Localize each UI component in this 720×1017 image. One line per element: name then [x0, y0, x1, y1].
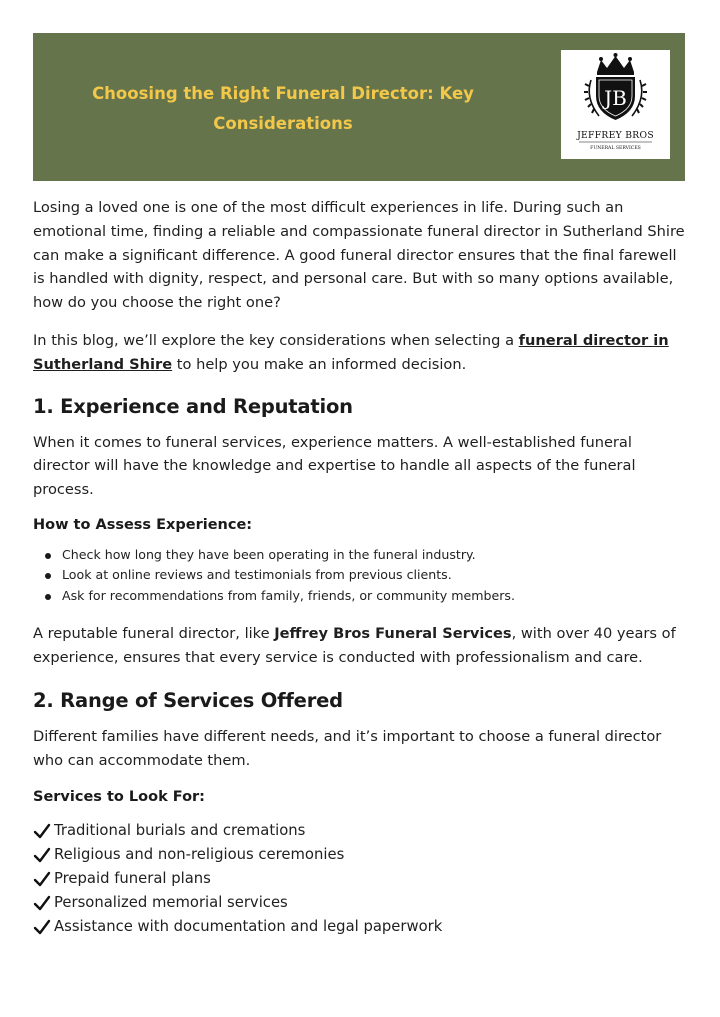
list-item	[33, 586, 688, 607]
page-title-line-1: Choosing the Right Funeral Director: Key	[92, 84, 474, 103]
checkmark-icon	[33, 870, 51, 888]
svg-text:JEFFREY BROS: JEFFREY BROS	[577, 130, 654, 141]
list-item	[33, 867, 688, 891]
intro-text-after: to help you make an informed decision.	[172, 355, 467, 373]
company-logo	[561, 50, 670, 159]
intro-paragraph-link	[33, 329, 688, 377]
page-title-line-2: Considerations	[213, 114, 353, 133]
intro-text-before: In this blog, we’ll explore the key considerations when selecting a	[33, 331, 519, 349]
list-item-text: Personalized memorial services	[54, 893, 288, 911]
crown-shield-logo-icon	[561, 50, 670, 159]
checkmark-icon	[33, 918, 51, 936]
list-item-text: Check how long they have been operating in the funeral industry.	[62, 546, 476, 562]
funeral-director-link[interactable]: funeral director in Sutherland Shire	[33, 331, 669, 373]
checkmark-icon	[33, 894, 51, 912]
company-name-bold: Jeffrey Bros Funeral Services	[274, 625, 512, 643]
section-heading-experience: 1. Experience and Reputation	[33, 394, 353, 418]
list-item	[33, 843, 688, 867]
list-item	[33, 819, 688, 843]
section-heading-services: 2. Range of Services Offered	[33, 689, 343, 713]
reputation-text-after: , with over 40 years of experience, ensures that every service is conducted with professionalism and care.	[33, 625, 676, 667]
subheading-services-to-look-for: Services to Look For:	[33, 788, 205, 805]
bullet-icon	[45, 573, 51, 579]
page-title	[73, 79, 493, 139]
header-banner	[33, 33, 685, 181]
article-body	[33, 196, 688, 939]
experience-paragraph: When it comes to funeral services, experience matters. A well-established funeral director will have the knowledge and expertise to handle all aspects of the funeral process.	[33, 433, 636, 499]
list-item-text: Traditional burials and cremations	[54, 821, 306, 839]
checkmark-icon	[33, 846, 51, 864]
intro-paragraph: Losing a loved one is one of the most difficult experiences in life. During such an emotional time, finding a reliable and compassionate funeral director in Sutherland Shire can make a significant difference. A good funeral director ensures that the final farewell is handled with dignity, respect, and personal care. But with so many options available, how do you choose the right one?	[33, 199, 685, 312]
services-paragraph: Different families have different needs, and it’s important to choose a funeral director who can accommodate them.	[33, 728, 662, 769]
list-item	[33, 545, 688, 566]
bullet-icon	[45, 594, 51, 600]
list-item-text: Prepaid funeral plans	[54, 869, 211, 887]
reputation-text-before: A reputable funeral director, like	[33, 625, 275, 643]
svg-text:JB: JB	[604, 86, 627, 110]
list-item-text: Religious and non-religious ceremonies	[54, 845, 345, 863]
list-item	[33, 891, 688, 915]
checkmark-icon	[33, 822, 51, 840]
list-item-text: Look at online reviews and testimonials from previous clients.	[62, 567, 452, 583]
experience-bullet-list	[33, 545, 688, 607]
svg-text:FUNERAL SERVICES: FUNERAL SERVICES	[590, 146, 641, 151]
list-item	[33, 915, 688, 939]
services-checklist	[33, 819, 688, 939]
subheading-assess-experience: How to Assess Experience:	[33, 516, 253, 533]
reputation-paragraph	[33, 622, 688, 670]
list-item-text: Assistance with documentation and legal paperwork	[54, 917, 443, 935]
list-item	[33, 565, 688, 586]
bullet-icon	[45, 553, 51, 559]
list-item-text: Ask for recommendations from family, friends, or community members.	[62, 587, 515, 603]
